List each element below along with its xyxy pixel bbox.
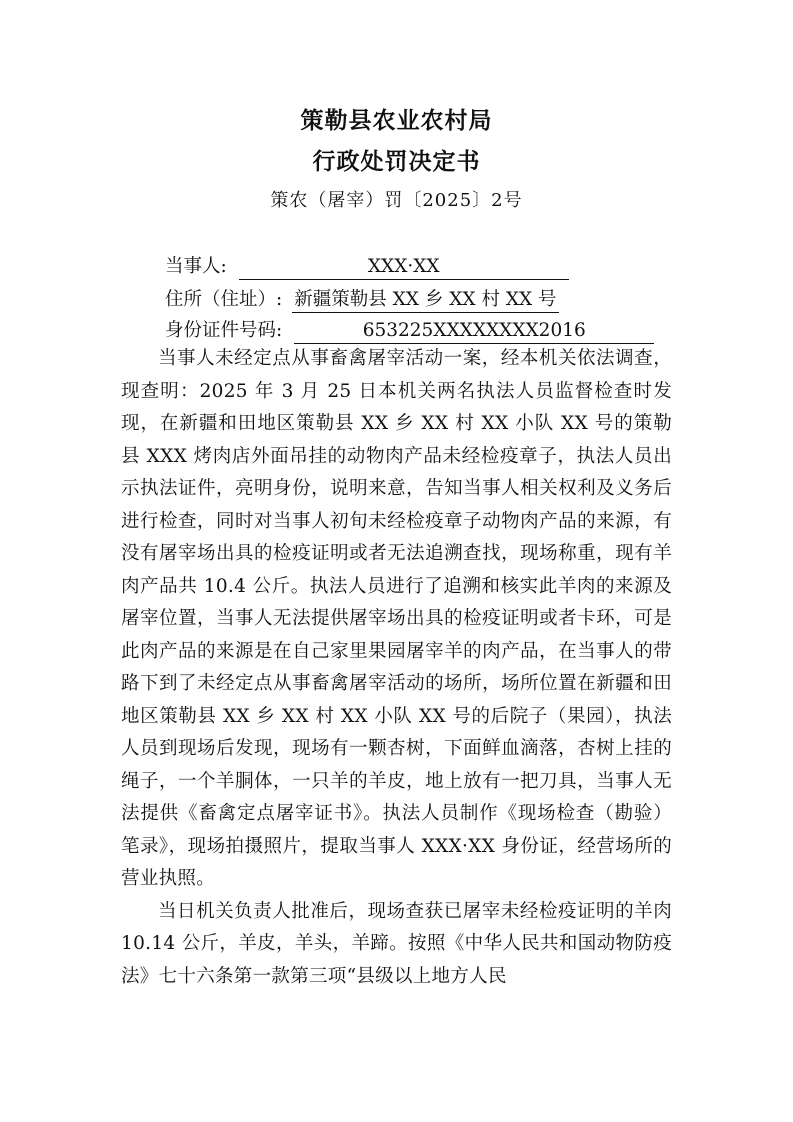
document-number: 策农（屠宰）罚〔2025〕2号 [270, 190, 523, 211]
body-paragraph: 当事人未经定点从事畜禽屠宰活动一案，经本机关依法调查，现查明：2025 年 3 月 25 日本机关两名执法人员监督检查时发现，在新疆和田地区策勒县 XX 乡 XX 村 XX 小队 XX 号的策勒县 XXX 烤肉店外面吊挂的动物肉产品未经检疫章子，执法人员出示执法证件，亮明身份，说明来意，告知当事人相关权利及义务后进行检查，同时对当事人初旬未经检疫章子动物肉产品的来源，有没有屠宰场出具的检疫证明或者无法追溯查找，现场称重，现有羊肉产品共 10.4 公斤。执法人员进行了追溯和核实此羊肉的来源及屠宰位置，当事人无法提供屠宰场出具的检疫证明或者卡环，可是此肉产品的来源是在自己家里果园屠宰羊的肉产品，在当事人的带路下到了未经定点从事畜禽屠宰活动的场所，场所位置在新疆和田地区策勒县 XX 乡 XX 村 XX 小队 XX 号的后院子（果园），执法人员到现场后发现，现场有一颗杏树，下面鲜血滴落，杏树上挂的绳子，一个羊胴体，一只羊的羊皮，地上放有一把刀具，当事人无法提供《畜禽定点屠宰证书》。执法人员制作《现场检查（勘验）笔录》，现场拍摄照片，提取当事人 XXX·XX 身份证，经营场所的营业执照。 [121, 348, 672, 889]
document-type-title: 行政处罚决定书 [312, 149, 481, 175]
party-address-label: 住所（住址）: [165, 289, 283, 310]
party-address-row [165, 285, 559, 313]
party-address-value: 新疆策勒县 XX 乡 XX 村 XX 号 [292, 288, 558, 313]
party-id-row [165, 316, 654, 344]
party-id-label: 身份证件号码: [165, 320, 283, 341]
party-id-value: 653225XXXXXXXX2016 [294, 319, 654, 344]
party-name-value: XXX·XX [239, 255, 569, 280]
document-body [121, 343, 672, 993]
issuing-authority-title: 策勒县农业农村局 [300, 108, 493, 134]
party-name-label: 当事人: [165, 256, 227, 277]
party-name-row [165, 252, 569, 280]
body-paragraph: 当日机关负责人批准后，现场查获已屠宰未经检疫证明的羊肉 10.14 公斤，羊皮，羊头，羊蹄。按照《中华人民共和国动物防疫法》七十六条第一款第三项“县级以上地方人民 [121, 900, 672, 987]
